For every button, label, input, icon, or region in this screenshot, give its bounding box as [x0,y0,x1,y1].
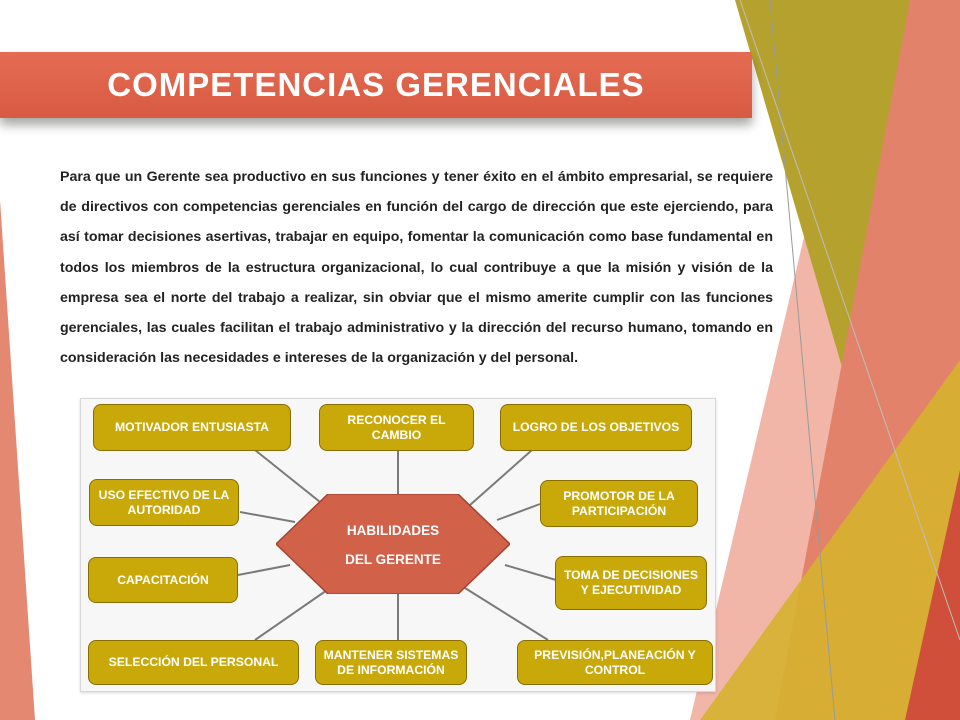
spoke-seleccion [255,588,330,640]
center-label-line1: HABILIDADES [346,523,440,538]
spoke-prevision [465,588,548,640]
node-motivador: MOTIVADOR ENTUSIASTA [93,404,291,451]
center-label-line2: DEL GERENTE [345,552,441,567]
node-seleccion: SELECCIÓN DEL PERSONAL [88,640,299,685]
intro-paragraph: Para que un Gerente sea productivo en sus funciones y tener éxito en el ámbito empresarial, se requiere de directivos con competencias gerenciales en función del cargo de dirección que este ejerciendo, para así tomar decisiones asertivas, trabajar en equipo, fomentar la comunicación como base fundamental en todos los miembros de la estructura organizacional, lo cual contribuye a que la misión y visión de la empresa sea el norte del trabajo a realizar, sin obviar que el mismo amerite cumplir con las funciones gerenciales, las cuales facilitan el trabajo administrativo y la dirección del recurso humano, tomando en consideración las necesidades e intereses de la organización y del personal. [60,169,773,367]
node-toma-decisiones: TOMA DE DECISIONES Y EJECUTIVIDAD [555,556,707,610]
page-title: COMPETENCIAS GERENCIALES [107,66,645,103]
node-prevision: PREVISIÓN,PLANEACIÓN Y CONTROL [517,640,713,685]
node-promotor: PROMOTOR DE LA PARTICIPACIÓN [540,480,698,527]
node-reconocer: RECONOCER EL CAMBIO [319,404,474,451]
node-sistemas: MANTENER SISTEMAS DE INFORMACIÓN [315,640,467,685]
node-logro: LOGRO DE LOS OBJETIVOS [500,404,692,451]
spoke-toma [505,565,556,580]
node-uso-autoridad: USO EFECTIVO DE LA AUTORIDAD [89,479,239,526]
node-capacitacion: CAPACITACIÓN [88,557,238,603]
center-hexagon [276,494,510,594]
